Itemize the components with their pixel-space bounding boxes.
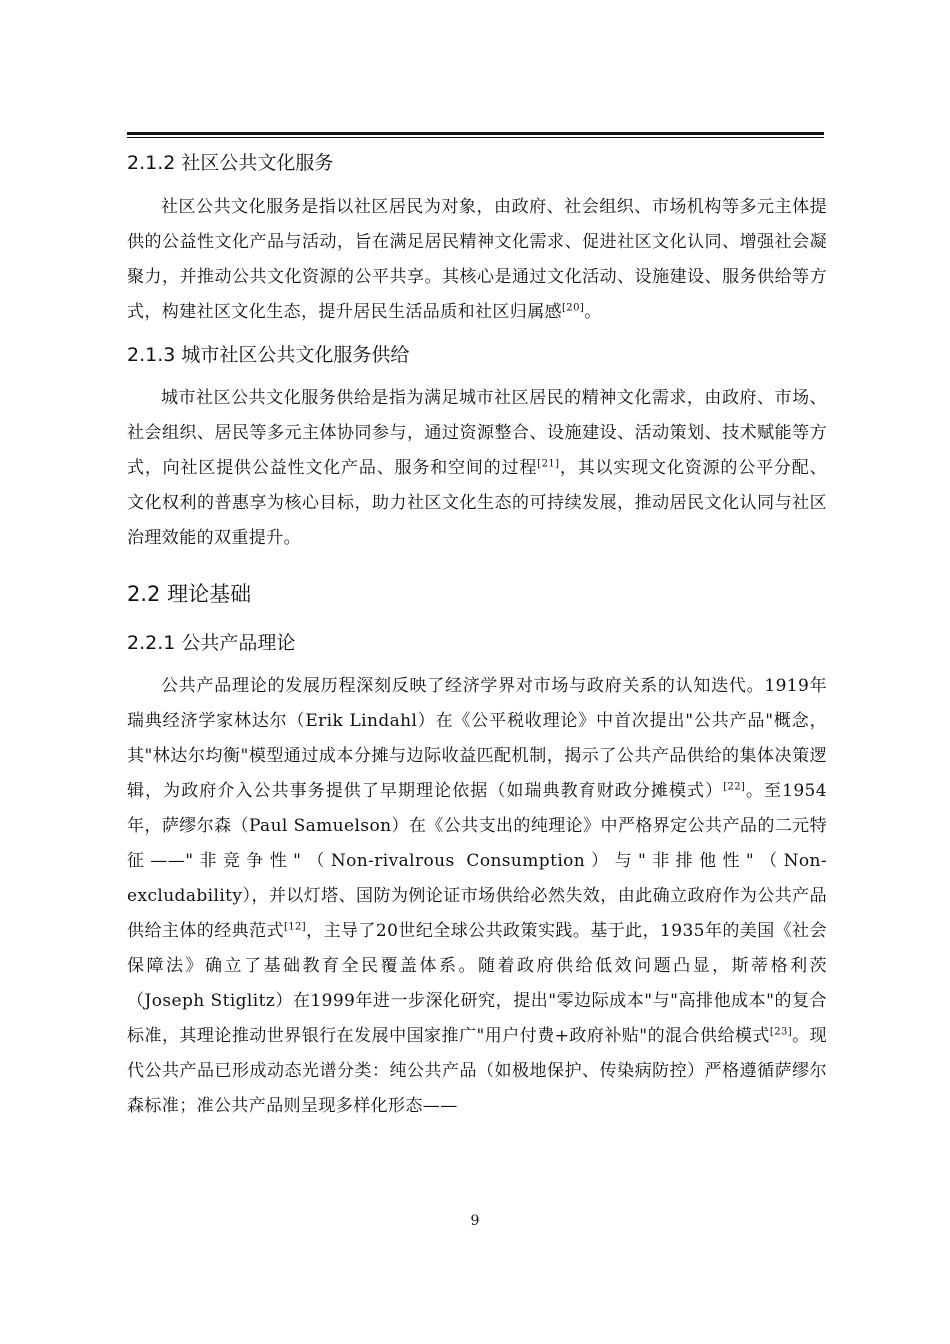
citation-ref: [23] [769, 1026, 793, 1038]
section-2-1-2-paragraph [127, 190, 827, 330]
paragraph-text: 。 [584, 302, 602, 322]
page-content [127, 142, 827, 1124]
section-2-2-heading: 2.2 理论基础 [127, 582, 252, 606]
paragraph-text: 城市社区公共文化服务供给是指为满足城市社区居民的精神文化需求，由政府、市场、社会组织、居民等多元主体协同参与，通过资源整合、设施建设、活动策划、技术赋能等方式，向社区提供公益性文化产品、服务和空间的过程 [127, 388, 827, 478]
section-2-1-3-paragraph [127, 381, 827, 556]
paragraph-text: ，其以实现文化资源的公平分配、文化权利的普惠享为核心目标，助力社区文化生态的可持续发展，推动居民文化认同与社区治理效能的双重提升。 [127, 458, 827, 548]
citation-ref: [22] [723, 781, 746, 793]
section-2-2-1-heading: 2.2.1 公共产品理论 [127, 632, 296, 654]
section-2-2-1-paragraph [127, 669, 827, 1124]
citation-ref: [20] [562, 302, 585, 314]
citation-ref: [12] [283, 921, 307, 933]
header-rule-thin [127, 137, 824, 138]
paragraph-text: 公共产品理论的发展历程深刻反映了经济学界对市场与政府关系的认知迭代。1919年瑞典经济学家林达尔（Erik Lindahl）在《公平税收理论》中首次提出"公共产品"概念，其"林达尔均衡"模型通过成本分摊与边际收益匹配机制，揭示了公共产品供给的集体决策逻辑，为政府介入公共事务提供了早期理论依据（如瑞典教育财政分摊模式） [127, 676, 827, 801]
page-number: 9 [470, 1213, 480, 1229]
paragraph-text: ，主导了20世纪全球公共政策实践。基于此，1935年的美国《社会保障法》确立了基础教育全民覆盖体系。随着政府供给低效问题凸显，斯蒂格利茨（Joseph Stiglitz）在1999年进一步深化研究，提出"零边际成本"与"高排他成本"的复合标准，其理论推动世界银行在发展中国家推广"用户付费+政府补贴"的混合供给模式 [127, 921, 827, 1046]
header-rule-thick [127, 132, 824, 135]
citation-ref: [21] [537, 458, 560, 470]
section-2-1-3-heading: 2.1.3 城市社区公共文化服务供给 [127, 344, 410, 366]
paragraph-text: 社区公共文化服务是指以社区居民为对象，由政府、社会组织、市场机构等多元主体提供的公益性文化产品与活动，旨在满足居民精神文化需求、促进社区文化认同、增强社会凝聚力，并推动公共文化资源的公平共享。其核心是通过文化活动、设施建设、服务供给等方式，构建社区文化生态，提升居民生活品质和社区归属感 [127, 197, 827, 322]
section-2-1-2-heading: 2.1.2 社区公共文化服务 [127, 152, 334, 174]
paragraph-text: 。至1954年，萨缪尔森（Paul Samuelson）在《公共支出的纯理论》中严格界定公共产品的二元特征——"非竞争性"（Non-rivalrous Consumption）与"非排他性"（Non-excludability），并以灯塔、国防为例论证市场供给必然失效，由此确立政府作为公共产品供给主体的经典范式 [127, 781, 827, 941]
paragraph-text: 。现代公共产品已形成动态光谱分类：纯公共产品（如极地保护、传染病防控）严格遵循萨缪尔森标准；准公共产品则呈现多样化形态—— [127, 1026, 827, 1116]
